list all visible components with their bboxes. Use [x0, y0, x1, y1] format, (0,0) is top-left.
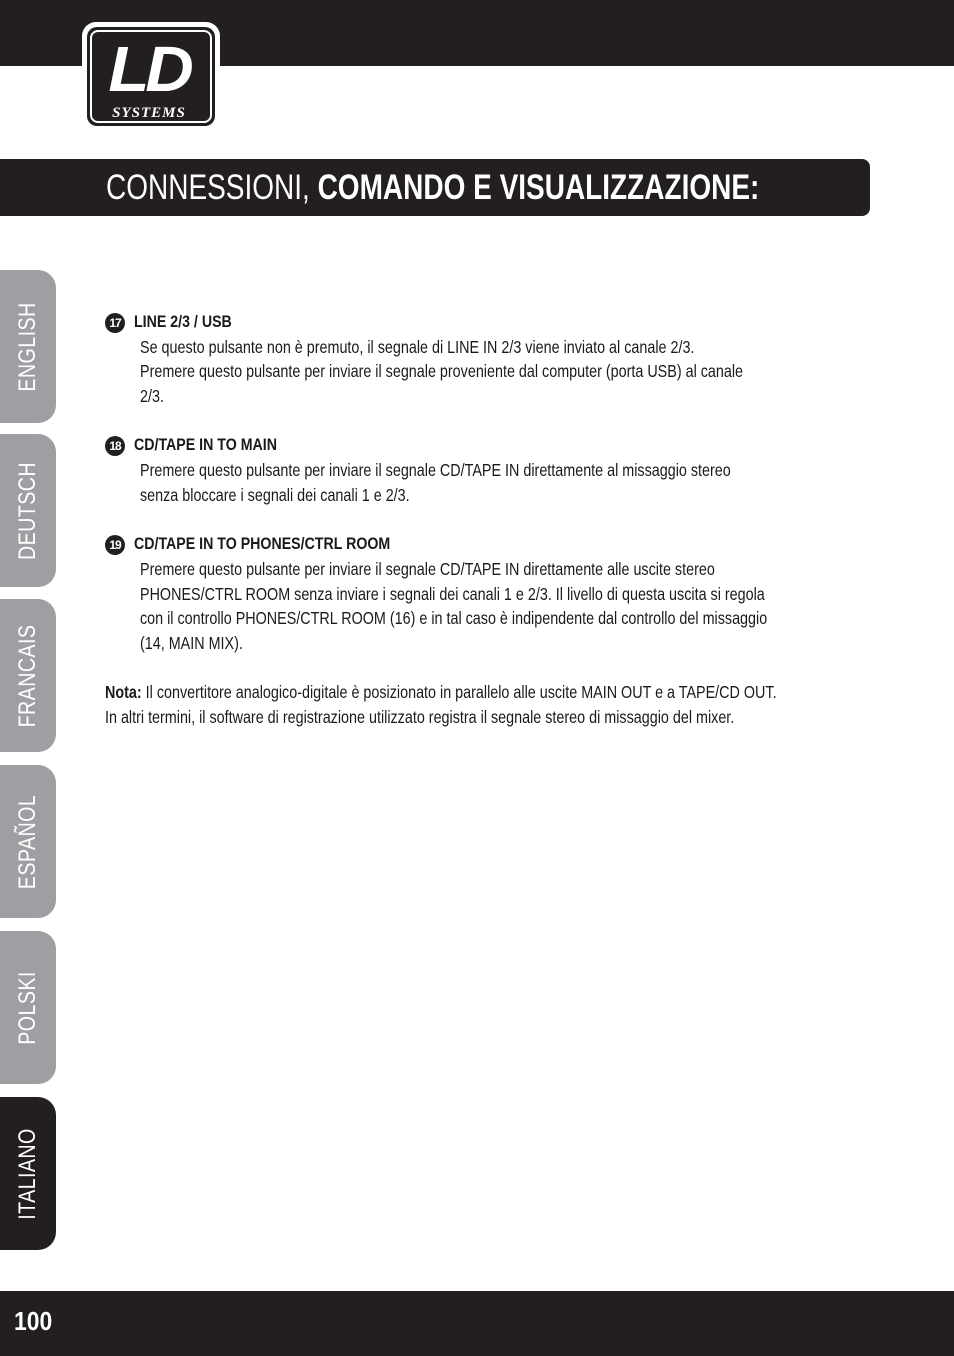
logo-ld-text: LD	[108, 33, 190, 105]
item-text-line: PHONES/CTRL ROOM senza inviare i segnali dei canali 1 e 2/3. Il livello di questa uscita si regola	[140, 583, 765, 604]
item-text-line: Premere questo pulsante per inviare il segnale CD/TAPE IN direttamente alle uscite stereo	[140, 558, 715, 579]
main-content	[105, 310, 850, 730]
item-title: CD/TAPE IN TO PHONES/CTRL ROOM	[134, 535, 391, 554]
tab-label-deutsch: DEUTSCH	[14, 461, 41, 560]
tab-deutsch[interactable]	[0, 434, 56, 587]
tab-polski[interactable]	[0, 931, 56, 1084]
tab-english[interactable]	[0, 270, 56, 423]
note-label: Nota:	[105, 682, 142, 703]
tab-label-polski: POLSKI	[14, 970, 41, 1045]
number-badge: 17	[105, 313, 125, 333]
footer-band	[0, 1291, 954, 1356]
note-text-line-2: In altri termini, il software di registrazione utilizzato registra il segnale stereo di missaggio del mixer.	[105, 707, 735, 727]
section-title-bar	[0, 159, 870, 216]
tab-italiano[interactable]	[0, 1097, 56, 1250]
number-badge: 19	[105, 535, 125, 555]
logo-systems-text: SYSTEMS	[112, 105, 186, 121]
tab-label-italiano: ITALIANO	[14, 1127, 41, 1220]
item-title: LINE 2/3 / USB	[134, 313, 232, 331]
item-text-line: 2/3.	[140, 386, 164, 407]
item-text-line: Premere questo pulsante per inviare il segnale CD/TAPE IN direttamente al missaggio stereo	[140, 460, 731, 481]
tab-label-espanol: ESPAÑOL	[14, 794, 41, 889]
tab-label-francais: FRANCAIS	[14, 624, 41, 727]
ld-systems-logo	[82, 22, 220, 131]
page-title-bold: COMANDO E VISUALIZZAZIONE:	[317, 168, 760, 207]
control-item-17	[105, 310, 850, 409]
note-paragraph	[105, 680, 850, 729]
page-title	[106, 167, 759, 209]
page-number: 100	[14, 1306, 53, 1336]
item-text-line: (14, MAIN MIX).	[140, 632, 243, 653]
item-text-line: Se questo pulsante non è premuto, il segnale di LINE IN 2/3 viene inviato al canale 2/3.	[140, 336, 695, 357]
item-text-line: senza bloccare i segnali dei canali 1 e 2/3.	[140, 484, 410, 505]
item-text-line: Premere questo pulsante per inviare il segnale proveniente dal computer (porta USB) al canale	[140, 361, 744, 382]
tab-espanol[interactable]	[0, 765, 56, 918]
note-text-line-1: Il convertitore analogico-digitale è posizionato in parallelo alle uscite MAIN OUT e a TAPE/CD OUT.	[141, 682, 777, 703]
page-title-light: CONNESSIONI,	[106, 168, 318, 207]
tab-label-english: ENGLISH	[14, 301, 41, 392]
item-title: CD/TAPE IN TO MAIN	[134, 436, 277, 455]
control-item-18	[105, 433, 850, 507]
tab-francais[interactable]	[0, 599, 56, 752]
number-badge: 18	[105, 436, 125, 456]
item-text-line: con il controllo PHONES/CTRL ROOM (16) e in tal caso è indipendente dal controllo del missaggio	[140, 608, 768, 629]
control-item-19	[105, 532, 850, 655]
